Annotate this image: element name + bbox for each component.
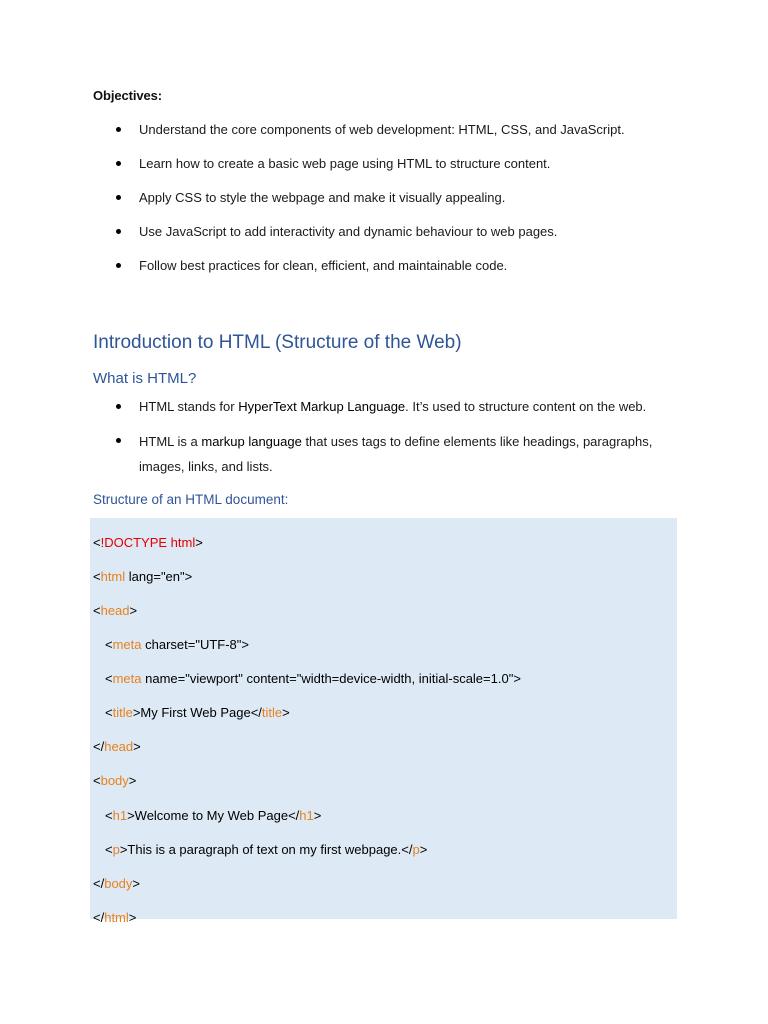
code-punct: <	[105, 671, 113, 686]
code-punct: >	[195, 535, 203, 550]
code-punct: <	[93, 569, 101, 584]
key-term: HyperText Markup Language	[238, 399, 406, 414]
code-tag: p	[112, 842, 120, 857]
code-punct: <	[105, 637, 113, 652]
code-text: >This is a paragraph of text on my first webpage.</	[119, 842, 413, 857]
key-term: markup language	[201, 434, 302, 449]
code-tag: title	[261, 705, 283, 720]
code-punct: >	[128, 773, 137, 788]
bullet-icon	[116, 195, 121, 200]
text-before: HTML stands for	[139, 399, 239, 414]
section-title: Introduction to HTML (Structure of the Web)	[93, 332, 462, 353]
code-punct: <	[105, 842, 113, 857]
bullet-icon	[116, 127, 121, 132]
text-line2: images, links, and lists.	[139, 459, 273, 474]
structure-heading: Structure of an HTML document:	[93, 492, 289, 507]
code-punct: <	[93, 535, 101, 550]
bullet-icon	[116, 229, 121, 234]
objective-text: Learn how to create a basic web page using HTML to structure content.	[139, 156, 551, 171]
code-punct: >	[132, 876, 141, 891]
code-text: charset="UTF-8">	[141, 637, 249, 652]
bullet-icon	[116, 438, 121, 443]
code-doctype: !DOCTYPE html	[100, 535, 196, 550]
text-after: that uses tags to define elements like headings, paragraphs,	[301, 434, 653, 449]
text-after: . It’s used to structure content on the web.	[405, 399, 647, 414]
code-punct: <	[93, 603, 101, 618]
code-punct: >	[128, 910, 137, 925]
code-punct: <	[105, 808, 113, 823]
code-punct: <	[105, 705, 113, 720]
bullet-icon	[116, 404, 121, 409]
code-tag: html	[104, 910, 129, 925]
code-punct: >	[133, 739, 141, 754]
code-punct: </	[93, 739, 105, 754]
intro-bullet-text	[139, 429, 659, 479]
code-tag: meta	[112, 637, 142, 652]
code-text: lang="en">	[125, 569, 193, 584]
code-tag: h1	[112, 808, 128, 823]
code-tag: h1	[299, 808, 314, 823]
code-punct: >	[282, 705, 290, 720]
section-subtitle: What is HTML?	[93, 370, 197, 387]
bullet-icon	[116, 161, 121, 166]
code-punct: >	[313, 808, 322, 823]
code-tag: meta	[112, 671, 142, 686]
code-text: name="viewport" content="width=device-width, initial-scale=1.0">	[141, 671, 521, 686]
code-tag: head	[100, 603, 130, 618]
objective-text: Follow best practices for clean, efficient, and maintainable code.	[139, 258, 508, 273]
code-punct: </	[93, 876, 105, 891]
code-tag: body	[100, 773, 129, 788]
objective-text: Use JavaScript to add interactivity and dynamic behaviour to web pages.	[139, 224, 558, 239]
code-punct: >	[419, 842, 428, 857]
code-line	[90, 894, 677, 942]
code-punct: <	[93, 773, 101, 788]
intro-bullet-text	[139, 399, 659, 415]
code-punct: >	[129, 603, 138, 618]
bullet-icon	[116, 263, 121, 268]
code-tag: body	[104, 876, 133, 891]
code-tag: head	[104, 739, 134, 754]
code-tag: html	[100, 569, 126, 584]
code-punct: </	[93, 910, 105, 925]
code-tag: title	[112, 705, 133, 720]
objective-text: Understand the core components of web development: HTML, CSS, and JavaScript.	[139, 122, 625, 137]
code-text: >My First Web Page</	[132, 705, 262, 720]
objective-text: Apply CSS to style the webpage and make it visually appealing.	[139, 190, 506, 205]
text-before: HTML is a	[139, 434, 202, 449]
code-tag: p	[412, 842, 420, 857]
code-text: >Welcome to My Web Page</	[127, 808, 300, 823]
objectives-heading: Objectives:	[93, 88, 162, 103]
code-block	[90, 518, 677, 925]
